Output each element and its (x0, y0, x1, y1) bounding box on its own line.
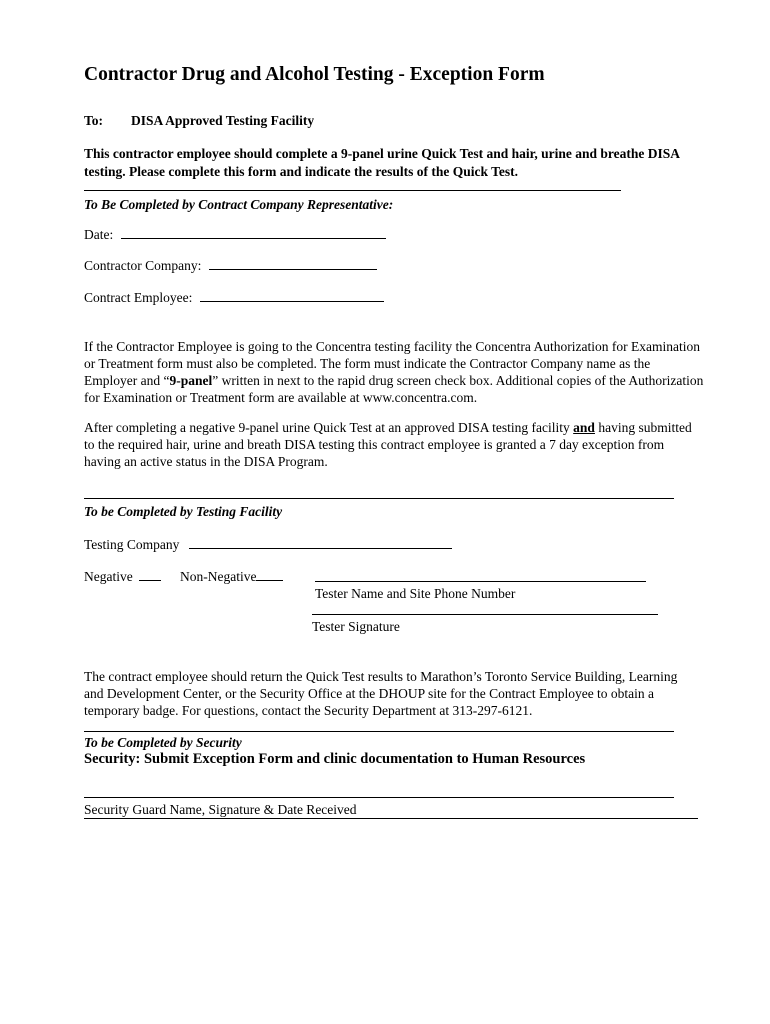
date-input-line[interactable] (121, 227, 386, 239)
testing-company-label: Testing Company (84, 537, 180, 552)
divider (84, 190, 621, 191)
contract-employee-input-line[interactable] (200, 290, 384, 302)
date-field (84, 227, 386, 243)
concentra-text-1: If the Contractor Employee is going to the Concentra testing facility the Concentra Authorization for Examination or Treatment form must also be completed. The form must indicate the Contractor Company name as the Employer and “ (84, 339, 700, 388)
tester-signature-caption: Tester Signature (312, 619, 400, 634)
testing-company-field (84, 537, 452, 553)
exception-emphasis: and (573, 420, 595, 435)
concentra-text-2: ” written in next to the rapid drug screen check box. Additional copies of the Authorization for Examination or Treatment form are available at www.concentra.com. (84, 373, 704, 405)
form-title: Contractor Drug and Alcohol Testing - Exception Form (84, 64, 545, 85)
return-paragraph: The contract employee should return the Quick Test results to Marathon’s Toronto Service Building, Learning and Development Center, or the Security Office at the DHOUP site for the Contract Employee to obtain a temporary badge. For questions, contact the Security Department at 313-297-6121. (84, 669, 678, 718)
contract-employee-field (84, 290, 384, 306)
exception-text-2: having submitted to the required hair, urine and breath DISA testing this contract employee is granted a 7 day exception from having an active status in the DISA Program. (84, 420, 692, 469)
to-value: DISA Approved Testing Facility (131, 113, 315, 128)
testing-company-input-line[interactable] (189, 537, 452, 549)
exception-paragraph (84, 419, 704, 470)
testing-facility-heading: To be Completed by Testing Facility (84, 504, 283, 519)
tester-signature-line[interactable] (312, 614, 658, 615)
security-signature-line[interactable] (84, 797, 674, 798)
security-instruction: Security: Submit Exception Form and clinic documentation to Human Resources (84, 751, 586, 767)
non-negative-check-line[interactable] (256, 569, 283, 581)
concentra-paragraph (84, 338, 704, 406)
security-signature-caption: Security Guard Name, Signature & Date Received (84, 802, 357, 817)
contractor-company-field (84, 258, 377, 274)
contractor-company-label: Contractor Company: (84, 258, 202, 273)
tester-name-phone-line[interactable] (315, 581, 646, 582)
divider (84, 498, 674, 499)
contract-company-heading: To Be Completed by Contract Company Representative: (84, 197, 394, 212)
divider (84, 731, 674, 732)
negative-check-line[interactable] (139, 569, 161, 581)
negative-field (84, 569, 161, 585)
negative-label: Negative (84, 569, 133, 584)
exception-text-1: After completing a negative 9-panel urine Quick Test at an approved DISA testing facility (84, 420, 574, 435)
to-label: To: (84, 113, 104, 128)
concentra-bold: 9-panel (169, 373, 213, 388)
security-heading: To be Completed by Security (84, 735, 242, 750)
non-negative-label: Non-Negative (180, 569, 257, 584)
intro-text: This contractor employee should complete a 9-panel urine Quick Test and hair, urine and breathe DISA testing. Please complete this form and indicate the results of the Quick Test. (84, 146, 680, 179)
contractor-company-input-line[interactable] (209, 258, 377, 270)
bottom-rule (84, 818, 698, 819)
contract-employee-label: Contract Employee: (84, 290, 193, 305)
date-label: Date: (84, 227, 114, 242)
tester-name-phone-caption: Tester Name and Site Phone Number (315, 586, 516, 601)
non-negative-field (180, 569, 283, 585)
